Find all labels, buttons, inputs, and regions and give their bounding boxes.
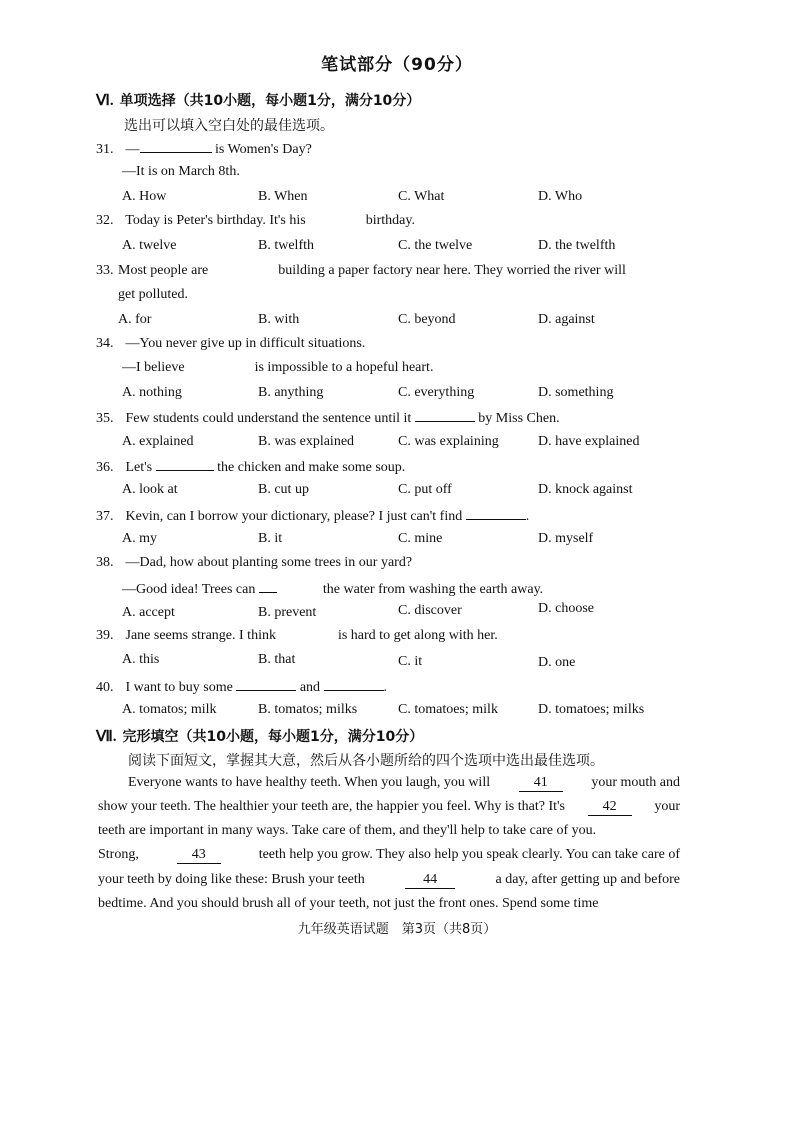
option-a: A. accept [122,605,175,620]
option-b: B. prevent [258,605,317,620]
option-c: C. it [398,654,423,669]
question-33: 33. Most people are building a paper factory near here. They worried the river will [96,263,626,278]
option-a: A. this [122,652,160,667]
question-40: 40. I want to buy some and . [96,680,388,695]
question-number: 35. [96,411,114,426]
question-number: 38. [96,555,114,570]
cloze-blank-43: 43 [177,847,221,864]
answer-blank [324,678,384,691]
question-number: 36. [96,460,114,475]
section-7-instruction: 阅读下面短文，掌握其大意，然后从各小题所给的四个选项中选出最佳选项。 [128,753,604,769]
question-38: 38. —Dad, how about planting some trees in our yard? [96,555,413,570]
option-b: B. When [258,189,308,204]
question-36: 36. Let's the chicken and make some soup. [96,460,406,475]
option-c: C. mine [398,531,443,546]
question-39: 39. Jane seems strange. I think is hard to get along with her. [96,628,498,643]
question-37: 37. Kevin, can I borrow your dictionary, please? I just can't find . [96,509,530,524]
question-34: 34. —You never give up in difficult situations. [96,336,366,351]
option-d: D. against [538,312,595,327]
option-c: C. beyond [398,312,456,327]
question-32: 32. Today is Peter's birthday. It's his birthday. [96,213,415,228]
option-b: B. it [258,531,283,546]
option-c: C. tomatoes; milk [398,702,498,717]
question-31-reply: —It is on March 8th. [122,164,240,179]
option-a: A. twelve [122,238,177,253]
passage-line-1: Everyone wants to have healthy teeth. When you laugh, you will 41 your mouth and [128,775,680,790]
option-b: B. that [258,652,296,667]
section-7-title: 完形填空（共10小题，每小题1分，满分10分） [122,729,424,745]
passage-line-6: bedtime. And you should brush all of your teeth, not just the front ones. Spend some time [98,896,599,911]
option-d: D. one [538,655,576,670]
page-title: 笔试部分（90分） [321,55,473,75]
cloze-blank-44: 44 [405,872,455,889]
question-34-reply: —I believe is impossible to a hopeful heart. [122,360,434,375]
option-c: C. put off [398,482,452,497]
option-a: A. How [122,189,167,204]
question-number: 34. [96,336,114,351]
option-c: C. was explaining [398,434,499,449]
cloze-blank-42: 42 [588,799,632,816]
question-number: 31. [96,142,114,157]
option-d: D. tomatoes; milks [538,702,645,717]
section-6-instruction: 选出可以填入空白处的最佳选项。 [124,118,334,134]
option-c: C. What [398,189,445,204]
option-b: B. anything [258,385,324,400]
question-35: 35. Few students could understand the sentence until it by Miss Chen. [96,411,560,426]
option-d: D. something [538,385,614,400]
option-d: D. have explained [538,434,640,449]
passage-line-5: your teeth by doing like these: Brush your teeth 44 a day, after getting up and before [98,872,680,887]
option-a: A. look at [122,482,178,497]
answer-blank [259,580,277,593]
option-b: B. twelfth [258,238,314,253]
question-number: 40. [96,680,114,695]
option-b: B. tomatos; milks [258,702,358,717]
answer-blank [415,409,475,422]
question-number: 37. [96,509,114,524]
option-c: C. discover [398,603,462,618]
answer-blank [236,678,296,691]
section-7-number: Ⅶ. [96,729,117,745]
question-31: 31. — is Women's Day? [96,142,312,157]
option-a: A. my [122,531,157,546]
question-number: 39. [96,628,114,643]
option-a: A. for [118,312,152,327]
answer-blank [466,507,526,520]
option-b: B. with [258,312,300,327]
question-38-reply: —Good idea! Trees can the water from washing the earth away. [122,582,544,597]
page-footer: 九年级英语试题 第3页（共8页） [297,922,497,937]
option-a: A. nothing [122,385,182,400]
option-a: A. tomatos; milk [122,702,217,717]
option-d: D. choose [538,601,594,616]
section-7-heading [96,726,423,746]
question-number: 33. [96,263,114,278]
option-a: A. explained [122,434,194,449]
option-d: D. myself [538,531,594,546]
option-b: B. cut up [258,482,309,497]
option-d: D. the twelfth [538,238,616,253]
option-c: C. the twelve [398,238,473,253]
option-c: C. everything [398,385,475,400]
answer-blank [156,458,214,471]
passage-line-2: show your teeth. The healthier your teeth are, the happier you feel. Why is that? It's 42 your [98,799,680,814]
cloze-blank-41: 41 [519,775,563,792]
section-6-heading [96,90,420,110]
section-6-title: 单项选择（共10小题，每小题1分，满分10分） [119,93,421,109]
question-33-continued: get polluted. [118,287,188,302]
option-b: B. was explained [258,434,355,449]
passage-line-3: teeth are important in many ways. Take care of them, and they'll help to take care of you. [98,823,597,838]
option-d: D. Who [538,189,583,204]
section-6-number: Ⅵ. [96,93,114,109]
question-number: 32. [96,213,114,228]
option-d: D. knock against [538,482,633,497]
passage-line-4: Strong, 43 teeth help you grow. They also help you speak clearly. You can take care of [98,847,680,862]
answer-blank [140,140,212,153]
